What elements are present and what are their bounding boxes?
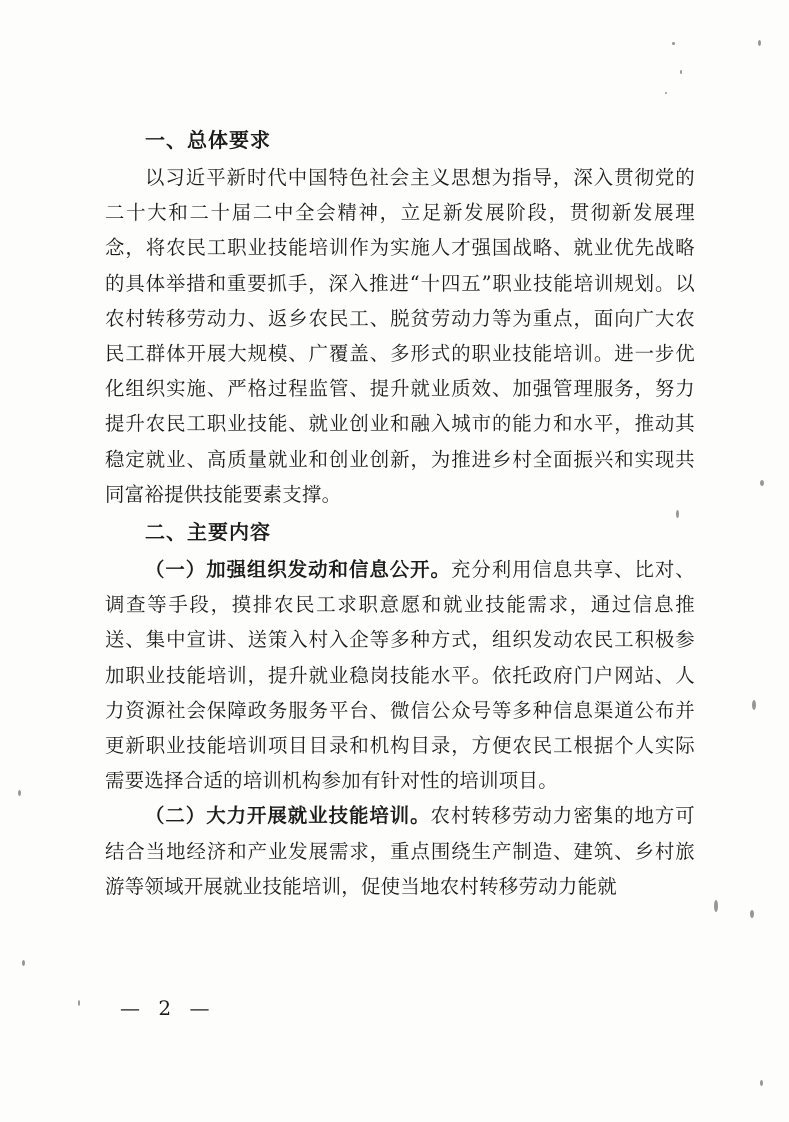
item-paragraph-organize-mobilize: [105, 552, 695, 798]
scan-speck: [760, 480, 764, 486]
scan-speck: [22, 960, 25, 966]
item-title-employment-training: （二）大力开展就业技能培训。: [145, 804, 431, 828]
scan-speck: [672, 42, 675, 45]
scan-speck: [714, 900, 718, 912]
scan-speck: [665, 92, 667, 94]
section-paragraph-general-requirements: 以习近平新时代中国特色社会主义思想为指导，深入贯彻党的二十大和二十届二中全会精神，立足新发展阶段，贯彻新发展理念，将农民工职业技能培训作为实施人才强国战略、就业优先战略的具体举措和重要抓手，深入推进“十四五”职业技能培训规划。以农村转移劳动力、返乡农民工、脱贫劳动力等为重点，面向广大农民工群体开展大规模、广覆盖、多形式的职业技能培训。进一步优化组织实施、严格过程监管、提升就业质效、加强管理服务，努力提升农民工职业技能、就业创业和融入城市的能力和水平，推动其稳定就业、高质量就业和创业创新，为推进乡村全面振兴和实现共同富裕提供技能要素支撑。: [105, 166, 695, 506]
item-body-employment-training: 农村转移劳动力密集的地方可结合当地经济和产业发展需求，重点围绕生产制造、建筑、乡村旅游等领域开展就业技能培训，促使当地农村转移劳动力能就: [105, 804, 695, 898]
section-heading-main-content: 二、主要内容: [145, 520, 271, 545]
page-number: — 2 —: [120, 996, 216, 1020]
scan-speck: [680, 70, 682, 74]
item-paragraph-employment-training: [105, 798, 695, 904]
scan-speck: [752, 700, 756, 710]
item-title-organize-mobilize: （一）加强组织发动和信息公开。: [145, 558, 451, 582]
document-body: [105, 120, 695, 904]
scan-speck: [78, 1000, 80, 1006]
item-body-organize-mobilize: 充分利用信息共享、比对、调查等手段，摸排农民工求职意愿和就业技能需求，通过信息推送、集中宣讲、送策入村入企等多种方式，组织发动农民工积极参加职业技能培训，提升就业稳岗技能水平。依托政府门户网站、人力资源社会保障政务服务平台、微信公众号等多种信息渠道公布并更新职业技能培训项目目录和机构目录，方便农民工根据个人实际需要选择合适的培训机构参加有针对性的培训项目。: [105, 558, 696, 793]
scan-speck: [18, 790, 21, 796]
scan-speck: [758, 40, 761, 46]
scan-speck: [750, 910, 754, 918]
section-heading-general-requirements: 一、总体要求: [145, 128, 271, 152]
scan-speck: [760, 1080, 763, 1086]
